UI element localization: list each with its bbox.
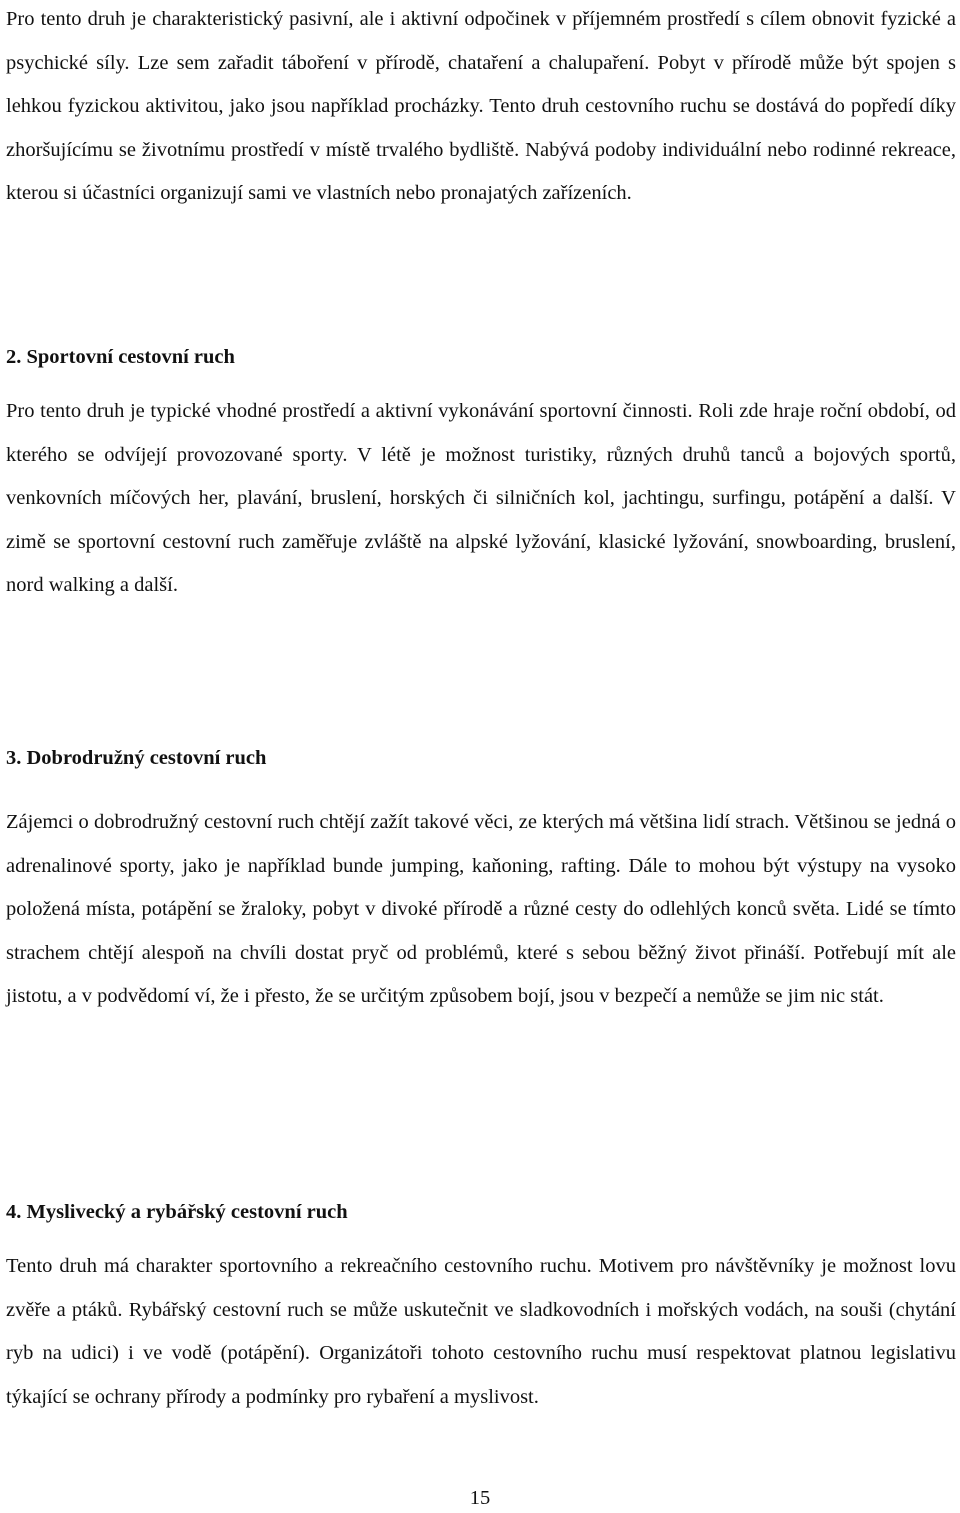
section-heading-sport: 2. Sportovní cestovní ruch	[6, 346, 235, 368]
section-heading-adventure: 3. Dobrodružný cestovní ruch	[6, 747, 267, 769]
section-heading-hunting-fishing: 4. Myslivecký a rybářský cestovní ruch	[6, 1201, 348, 1223]
section-paragraph-sport: Pro tento druh je typické vhodné prostředí a aktivní vykonávání sportovní činnosti. Roli zde hraje roční období, od kterého se odvíjejí provozované sporty. V létě je možnost turistiky, různých druhů tanců a bojových sportů, venkovních míčových her, plavání, bruslení, horských či silničních kol, jachtingu, surfingu, potápění a další. V zimě se sportovní cestovní ruch zaměřuje zvláště na alpské lyžování, klasické lyžování, snowboarding, bruslení, nord walking a další.	[6, 400, 956, 596]
intro-paragraph: Pro tento druh je charakteristický pasivní, ale i aktivní odpočinek v příjemném prostředí s cílem obnovit fyzické a psychické síly. Lze sem zařadit táboření v přírodě, chataření a chalupaření. Pobyt v přírodě může být spojen s lehkou fyzickou aktivitou, jako jsou například procházky. Tento druh cestovního ruchu se dostává do popředí díky zhoršujícímu se životnímu prostředí v místě trvalého bydliště. Nabývá podoby individuální nebo rodinné rekreace, kterou si účastníci organizují sami ve vlastních nebo pronajatých zařízeních.	[6, 8, 956, 204]
section-paragraph-hunting-fishing: Tento druh má charakter sportovního a rekreačního cestovního ruchu. Motivem pro návštěvníky je možnost lovu zvěře a ptáků. Rybářský cestovní ruch se může uskutečnit ve sladkovodních i mořských vodách, na souši (chytání ryb na udici) i ve vodě (potápění). Organizátoři tohoto cestovního ruchu musí respektovat platnou legislativu týkající se ochrany přírody a podmínky pro rybaření a myslivost.	[6, 1255, 956, 1408]
page-number: 15	[469, 1487, 491, 1509]
section-paragraph-adventure: Zájemci o dobrodružný cestovní ruch chtějí zažít takové věci, ze kterých má většina lidí strach. Většinou se jedná o adrenalinové sporty, jako je například bunde jumping, kaňoning, rafting. Dále to mohou být výstupy na vysoko položená místa, potápění se žraloky, pobyt v divoké přírodě a různé cesty do odlehlých konců světa. Lidé se tímto strachem chtějí alespoň na chvíli dostat pryč od problémů, které s sebou běžný život přináší. Potřebují mít ale jistotu, a v podvědomí ví, že i přesto, že se určitým způsobem bojí, jsou v bezpečí a nemůže se jim nic stát.	[6, 811, 956, 1007]
